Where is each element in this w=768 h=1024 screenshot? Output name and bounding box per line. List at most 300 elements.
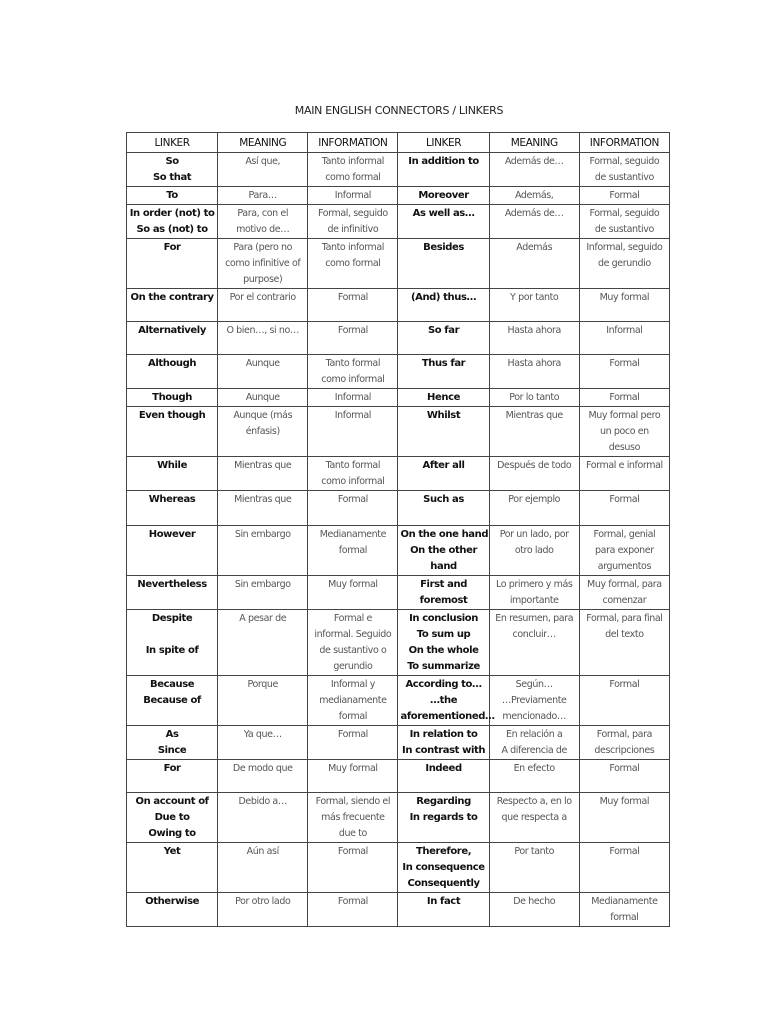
cell-line: So far <box>427 325 460 336</box>
cell-line: como formal <box>325 258 381 269</box>
cell-information-1 <box>308 355 398 389</box>
header-information-2: INFORMATION <box>579 133 669 153</box>
cell-line: Formal e <box>333 613 372 624</box>
cell-line: On the one hand <box>400 529 489 540</box>
cell-line: Muy formal, para <box>587 579 662 590</box>
cell-line: In spite of <box>145 645 199 656</box>
table-row <box>127 389 670 407</box>
cell-information-2 <box>579 187 669 205</box>
cell-line: Formal, para final <box>586 613 663 624</box>
cell-line: Por el contrario <box>229 292 296 303</box>
cell-line: Mientras que <box>234 494 292 505</box>
table-body <box>127 153 670 927</box>
cell-line: In addition to <box>408 156 479 167</box>
cell-line: descripciones <box>594 745 655 756</box>
cell-linker-1 <box>127 187 218 205</box>
cell-line: Por ejemplo <box>508 494 561 505</box>
cell-linker-2 <box>398 153 489 187</box>
cell-linker-1 <box>127 205 218 239</box>
cell-line: Aunque (más <box>233 410 293 421</box>
cell-line: Despite <box>151 613 193 624</box>
cell-meaning-2 <box>489 407 579 457</box>
cell-linker-1 <box>127 289 218 322</box>
cell-linker-1 <box>127 407 218 457</box>
cell-meaning-2 <box>489 239 579 289</box>
cell-line: Informal <box>334 410 371 421</box>
cell-line: A diferencia de <box>501 745 567 756</box>
cell-linker-1 <box>127 843 218 893</box>
cell-line: de sustantivo <box>594 172 654 183</box>
cell-linker-2 <box>398 610 489 676</box>
cell-information-1 <box>308 389 398 407</box>
cell-information-1 <box>308 322 398 355</box>
cell-line: In relation to <box>409 729 478 740</box>
cell-line: Hasta ahora <box>507 358 561 369</box>
cell-line: Ya que… <box>243 729 282 740</box>
cell-line: On the whole <box>408 645 479 656</box>
cell-line: Formal <box>337 494 368 505</box>
table-row <box>127 187 670 205</box>
cell-line: To <box>166 190 178 201</box>
cell-line: In contrast with <box>402 745 486 756</box>
cell-linker-2 <box>398 289 489 322</box>
cell-information-1 <box>308 726 398 760</box>
cell-information-2 <box>579 322 669 355</box>
cell-line: Aunque <box>245 358 280 369</box>
cell-information-1 <box>308 457 398 491</box>
cell-linker-1 <box>127 355 218 389</box>
cell-line: In regards to <box>409 812 478 823</box>
cell-line: Formal <box>337 729 368 740</box>
cell-meaning-2 <box>489 576 579 610</box>
cell-information-1 <box>308 153 398 187</box>
cell-information-2 <box>579 355 669 389</box>
cell-meaning-2 <box>489 289 579 322</box>
cell-line: Formal, para <box>596 729 652 740</box>
cell-line: Formal e informal <box>586 460 663 471</box>
cell-line: Según… <box>515 679 553 690</box>
cell-line: más frecuente <box>321 812 385 823</box>
cell-line: De hecho <box>513 896 556 907</box>
cell-line: Formal, seguido <box>589 156 660 167</box>
cell-line: informal. Seguido <box>314 629 392 640</box>
cell-information-1 <box>308 676 398 726</box>
cell-meaning-1 <box>218 205 308 239</box>
table-row <box>127 407 670 457</box>
cell-line: Para… <box>248 190 277 201</box>
cell-meaning-1 <box>218 676 308 726</box>
table-row <box>127 676 670 726</box>
cell-information-1 <box>308 205 398 239</box>
cell-information-2 <box>579 843 669 893</box>
cell-line: Otherwise <box>145 896 200 907</box>
cell-line: En relación a <box>506 729 563 740</box>
cell-linker-1 <box>127 239 218 289</box>
cell-line: como informal <box>321 476 385 487</box>
cell-line: In consequence <box>402 862 485 873</box>
cell-line: Besides <box>423 242 464 253</box>
cell-line: mencionado… <box>502 711 566 722</box>
cell-line: Y por tanto <box>510 292 559 303</box>
cell-line: Formal <box>337 846 368 857</box>
cell-line: Formal, seguido <box>318 208 388 219</box>
cell-meaning-1 <box>218 322 308 355</box>
cell-line: formal <box>338 711 367 722</box>
cell-line: Formal <box>337 292 368 303</box>
cell-line: gerundio <box>333 661 373 672</box>
cell-line: Informal, seguido <box>586 242 663 253</box>
cell-linker-2 <box>398 760 489 793</box>
cell-information-1 <box>308 239 398 289</box>
cell-meaning-1 <box>218 389 308 407</box>
cell-line: Por otro lado <box>235 896 291 907</box>
cell-line: Whereas <box>148 494 196 505</box>
cell-linker-2 <box>398 407 489 457</box>
cell-line: Although <box>148 358 197 369</box>
cell-linker-1 <box>127 322 218 355</box>
cell-meaning-2 <box>489 526 579 576</box>
cell-line: otro lado <box>514 545 554 556</box>
cell-line: Formal <box>337 896 368 907</box>
cell-meaning-2 <box>489 322 579 355</box>
cell-linker-2 <box>398 526 489 576</box>
table-row <box>127 289 670 322</box>
cell-line: foremost <box>419 595 468 606</box>
cell-line: desuso <box>608 442 640 453</box>
cell-meaning-1 <box>218 491 308 526</box>
cell-line: Tanto formal <box>325 460 381 471</box>
cell-line: In fact <box>426 896 461 907</box>
header-meaning-2: MEANING <box>489 133 579 153</box>
cell-linker-1 <box>127 491 218 526</box>
cell-meaning-2 <box>489 793 579 843</box>
cell-meaning-2 <box>489 389 579 407</box>
cell-line: In conclusion <box>409 613 478 624</box>
cell-information-2 <box>579 389 669 407</box>
cell-line: Así que, <box>245 156 281 167</box>
cell-line: …Previamente <box>501 695 567 706</box>
cell-line: formal <box>610 912 639 923</box>
cell-linker-2 <box>398 355 489 389</box>
cell-meaning-1 <box>218 793 308 843</box>
cell-line: Even though <box>138 410 206 421</box>
cell-line: Formal, genial <box>593 529 656 540</box>
cell-line: Nevertheless <box>137 579 207 590</box>
cell-line: Since <box>157 745 187 756</box>
cell-information-2 <box>579 205 669 239</box>
cell-linker-2 <box>398 239 489 289</box>
table-row <box>127 793 670 843</box>
cell-linker-2 <box>398 205 489 239</box>
cell-line: Sin embargo <box>234 529 291 540</box>
cell-linker-1 <box>127 457 218 491</box>
cell-linker-1 <box>127 893 218 927</box>
cell-meaning-1 <box>218 289 308 322</box>
cell-line: In order (not) to <box>129 208 215 219</box>
cell-linker-1 <box>127 153 218 187</box>
cell-linker-2 <box>398 389 489 407</box>
cell-meaning-1 <box>218 576 308 610</box>
cell-line: de infinitivo <box>327 224 379 235</box>
cell-line: Sin embargo <box>234 579 291 590</box>
table-row <box>127 322 670 355</box>
cell-linker-1 <box>127 760 218 793</box>
cell-line: Mientras que <box>234 460 292 471</box>
cell-linker-1 <box>127 726 218 760</box>
cell-line: Para (pero no <box>233 242 293 253</box>
cell-line: According to… <box>405 679 482 690</box>
cell-line: Formal <box>609 846 640 857</box>
cell-information-1 <box>308 843 398 893</box>
cell-line: For <box>163 763 181 774</box>
cell-line: de gerundio <box>597 258 651 269</box>
cell-information-2 <box>579 526 669 576</box>
cell-line: de sustantivo <box>594 224 654 235</box>
cell-meaning-1 <box>218 153 308 187</box>
cell-line: So as (not) to <box>136 224 208 235</box>
cell-line: Además de… <box>504 156 564 167</box>
cell-meaning-2 <box>489 355 579 389</box>
cell-line: Por un lado, por <box>499 529 569 540</box>
cell-meaning-1 <box>218 407 308 457</box>
cell-line: énfasis) <box>245 426 280 437</box>
cell-line: Yet <box>163 846 181 857</box>
cell-line: First and <box>420 579 467 590</box>
cell-line: (And) thus… <box>410 292 477 303</box>
cell-linker-2 <box>398 491 489 526</box>
cell-line: To sum up <box>416 629 471 640</box>
cell-line: O bien…, si no… <box>226 325 299 336</box>
cell-line: So <box>165 156 179 167</box>
cell-line: After all <box>422 460 465 471</box>
header-linker-2: LINKER <box>398 133 489 153</box>
cell-information-1 <box>308 893 398 927</box>
cell-line: Tanto informal <box>321 156 385 167</box>
cell-line: Para, con el <box>237 208 289 219</box>
cell-line: En efecto <box>513 763 555 774</box>
cell-line: Porque <box>247 679 278 690</box>
cell-meaning-2 <box>489 893 579 927</box>
cell-line: del texto <box>605 629 644 640</box>
table-header-row <box>127 133 670 153</box>
cell-line: Regarding <box>416 796 471 807</box>
cell-line: On account of <box>135 796 209 807</box>
cell-line: importante <box>509 595 559 606</box>
header-linker-1: LINKER <box>127 133 218 153</box>
cell-line: Muy formal <box>599 796 650 807</box>
table-row <box>127 726 670 760</box>
cell-line: Medianamente <box>319 529 387 540</box>
cell-meaning-2 <box>489 610 579 676</box>
cell-line: Medianamente <box>591 896 658 907</box>
table-row <box>127 205 670 239</box>
cell-line: …the <box>430 695 458 706</box>
cell-information-1 <box>308 407 398 457</box>
cell-line: Aunque <box>245 392 280 403</box>
cell-linker-1 <box>127 526 218 576</box>
cell-linker-1 <box>127 676 218 726</box>
cell-linker-1 <box>127 610 218 676</box>
cell-line: Thus far <box>421 358 466 369</box>
cell-information-2 <box>579 676 669 726</box>
cell-meaning-2 <box>489 205 579 239</box>
cell-meaning-2 <box>489 491 579 526</box>
table-row <box>127 239 670 289</box>
cell-line: Muy formal <box>599 292 650 303</box>
header-meaning-1: MEANING <box>218 133 308 153</box>
cell-information-2 <box>579 491 669 526</box>
table-row <box>127 760 670 793</box>
cell-line: Informal <box>334 190 371 201</box>
cell-line: Informal <box>334 392 371 403</box>
cell-line: En resumen, para <box>495 613 574 624</box>
cell-line: Moreover <box>418 190 469 201</box>
page-title: MAIN ENGLISH CONNECTORS / LINKERS <box>294 104 504 117</box>
cell-line: Because <box>150 679 195 690</box>
cell-line: Además de… <box>504 208 564 219</box>
cell-line: Formal <box>337 325 368 336</box>
cell-information-2 <box>579 893 669 927</box>
cell-line: un poco en <box>599 426 649 437</box>
cell-meaning-1 <box>218 843 308 893</box>
cell-line: que respecta a <box>501 812 567 823</box>
header-information-1: INFORMATION <box>308 133 398 153</box>
cell-line: argumentos <box>597 561 651 572</box>
cell-line: A pesar de <box>239 613 287 624</box>
cell-line: Formal <box>609 190 640 201</box>
cell-linker-2 <box>398 457 489 491</box>
cell-line: On the contrary <box>130 292 214 303</box>
cell-information-2 <box>579 793 669 843</box>
cell-linker-2 <box>398 893 489 927</box>
cell-line: medianamente <box>319 695 387 706</box>
cell-information-2 <box>579 457 669 491</box>
cell-meaning-1 <box>218 760 308 793</box>
cell-meaning-1 <box>218 893 308 927</box>
cell-line: However <box>148 529 196 540</box>
cell-line: Such as <box>423 494 464 505</box>
cell-line: Formal <box>609 392 640 403</box>
cell-information-1 <box>308 576 398 610</box>
cell-meaning-2 <box>489 676 579 726</box>
cell-information-1 <box>308 760 398 793</box>
cell-line: Por tanto <box>514 846 555 857</box>
cell-meaning-2 <box>489 843 579 893</box>
cell-meaning-2 <box>489 457 579 491</box>
cell-linker-2 <box>398 843 489 893</box>
cell-information-1 <box>308 793 398 843</box>
table-row <box>127 457 670 491</box>
cell-linker-2 <box>398 793 489 843</box>
cell-information-2 <box>579 760 669 793</box>
cell-line: While <box>157 460 187 471</box>
table-row <box>127 843 670 893</box>
cell-line: motivo de… <box>236 224 290 235</box>
cell-meaning-2 <box>489 726 579 760</box>
table-row <box>127 526 670 576</box>
cell-linker-2 <box>398 576 489 610</box>
cell-linker-2 <box>398 187 489 205</box>
cell-meaning-2 <box>489 760 579 793</box>
cell-information-2 <box>579 289 669 322</box>
cell-line: De modo que <box>232 763 293 774</box>
cell-information-1 <box>308 289 398 322</box>
cell-information-2 <box>579 576 669 610</box>
cell-line: para exponer <box>595 545 654 556</box>
cell-meaning-2 <box>489 153 579 187</box>
cell-line: como formal <box>325 172 381 183</box>
cell-line: Informal <box>606 325 643 336</box>
cell-line: Whilst <box>426 410 461 421</box>
cell-line: Informal y <box>330 679 375 690</box>
cell-line: So that <box>152 172 192 183</box>
cell-line: Tanto informal <box>321 242 385 253</box>
cell-line: Formal <box>609 679 640 690</box>
cell-line: Muy formal <box>328 579 378 590</box>
cell-information-1 <box>308 491 398 526</box>
cell-information-2 <box>579 610 669 676</box>
cell-information-2 <box>579 153 669 187</box>
cell-line: Indeed <box>425 763 462 774</box>
table-row <box>127 576 670 610</box>
cell-line: Formal, siendo el <box>315 796 391 807</box>
cell-line: Though <box>152 392 192 403</box>
cell-line: Lo primero y más <box>495 579 573 590</box>
cell-line: Muy formal <box>328 763 378 774</box>
cell-linker-1 <box>127 793 218 843</box>
cell-line: Formal <box>609 358 640 369</box>
cell-line <box>129 627 215 643</box>
cell-line: Hence <box>427 392 461 403</box>
cell-line: Therefore, <box>415 846 472 857</box>
cell-line: Owing to <box>148 828 196 839</box>
cell-meaning-1 <box>218 239 308 289</box>
cell-meaning-1 <box>218 726 308 760</box>
cell-line: Respecto a, en lo <box>496 796 572 807</box>
cell-information-2 <box>579 726 669 760</box>
cell-line: Debido a… <box>238 796 287 807</box>
cell-meaning-1 <box>218 457 308 491</box>
cell-line: As <box>165 729 179 740</box>
cell-line: Formal, seguido <box>589 208 660 219</box>
cell-line: formal <box>338 545 367 556</box>
cell-line: Due to <box>154 812 190 823</box>
cell-line: Hasta ahora <box>507 325 561 336</box>
cell-meaning-1 <box>218 526 308 576</box>
cell-linker-2 <box>398 676 495 726</box>
cell-information-1 <box>308 610 398 676</box>
cell-information-1 <box>308 526 398 576</box>
cell-line: purpose) <box>243 274 283 285</box>
cell-information-1 <box>308 187 398 205</box>
cell-meaning-2 <box>489 187 579 205</box>
cell-line: como infinitive of <box>225 258 301 269</box>
cell-line: Formal <box>609 763 640 774</box>
cell-line: concluir… <box>512 629 556 640</box>
cell-line: To summarize <box>407 661 480 672</box>
cell-line: Muy formal pero <box>588 410 661 421</box>
cell-linker-2 <box>398 726 489 760</box>
cell-linker-1 <box>127 389 218 407</box>
cell-line: Además <box>516 242 553 253</box>
table-row <box>127 153 670 187</box>
cell-line: Mientras que <box>505 410 563 421</box>
cell-information-2 <box>579 407 669 457</box>
cell-information-2 <box>579 239 669 289</box>
table-row <box>127 491 670 526</box>
cell-line: Alternatively <box>138 325 206 336</box>
table-row <box>127 355 670 389</box>
